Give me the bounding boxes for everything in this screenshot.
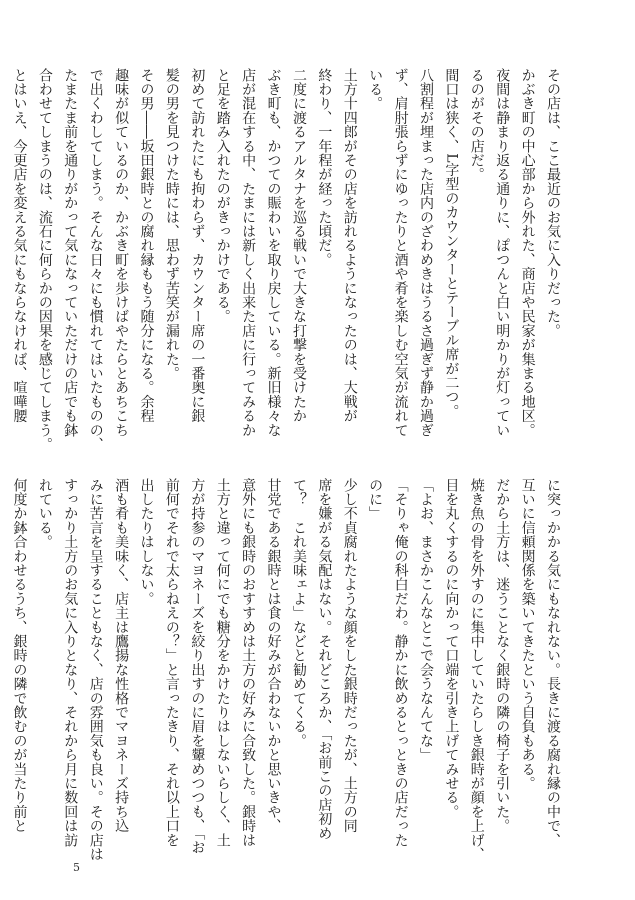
text-line: 少し不貞腐れたような顔をした銀時だったが、土方の同 [341, 478, 358, 833]
text-line: 甘党である銀時とは食の好みが合わないかと思いきや、 [265, 478, 282, 833]
text-line: 合わせてしまうのは、流石に何らかの因果を感じてしまう。 [36, 68, 53, 452]
text-line: みに苦言を呈することもなく、店の雰囲気も良い。その店は [87, 478, 104, 862]
text-line: 二度に渡るアルタナを巡る戦いで大きな打撃を受けたか [290, 68, 307, 423]
text-line: 夜間は静まり返る通りに、ぽつんと白い明かりが灯ってい [494, 68, 511, 438]
text-line: れている。 [36, 478, 53, 549]
text-line: いる。 [367, 68, 384, 111]
text-line: て？ これ美味ェよ」などと勧めてくる。 [290, 478, 307, 748]
text-line: 前何でそれで太らねえの？」と言ったきり、それ以上口を [163, 478, 180, 848]
text-block-bottom [11, 478, 565, 862]
text-block-top [11, 68, 565, 452]
text-line: ず、肩肘張らずにゆったりと酒や肴を楽しむ空気が流れて [392, 68, 409, 438]
text-line: 土方と違って何にでも糖分をかけたりはしないらしく、土 [214, 478, 231, 848]
text-line: 意外にも銀時のおすすめは土方の好みに合致した。銀時は [240, 478, 257, 848]
text-line: とはいえ、今更店を変える気にもならなければ、喧嘩腰 [11, 68, 28, 423]
text-line: 店が混在する中、たまには新しく出来た店に行ってみるか [240, 68, 257, 438]
text-line: 酒も肴も美味く、店主は鷹揚な性格でマヨネーズ持ち込 [113, 478, 130, 833]
text-line: かぶき町の中心部から外れた、商店や民家が集まる地区。 [519, 68, 536, 438]
text-line: 焼き魚の骨を外すのに集中していたらしき銀時が顔を上げ、 [468, 478, 485, 862]
text-line: 方が持参のマヨネーズを絞り出すのに眉を顰めつつも、「お [189, 478, 206, 855]
text-line: るのがその店だ。 [468, 68, 485, 182]
text-line: 間口は狭く、L字型のカウンターとテーブル席が二つ。 [443, 68, 460, 419]
page-number: 5 [73, 861, 80, 874]
text-line: 出したりはしない。 [138, 478, 155, 606]
text-line: 何度か鉢合わせるうち、銀時の隣で飲むのが当たり前と [11, 478, 28, 833]
text-line: 「よお、まさかこんなとこで会うなんてな」 [417, 478, 434, 762]
text-line: 八割程が埋まった店内のざわめきはうるさ過ぎず静か過ぎ [417, 68, 434, 438]
text-line: 趣味が似ているのか、かぶき町を歩けばやたらとあちこち [113, 68, 130, 438]
text-line: 「そりゃ俺の科白だわ。静かに飲めるとっときの店だった [392, 478, 409, 848]
text-line: で出くわしてしまう。そんな日々にも慣れてはいたものの、 [87, 68, 104, 452]
text-line: 目を丸くするのに向かって口端を引き上げてみせる。 [443, 478, 460, 819]
text-line: だから土方は、迷うことなく銀時の隣の椅子を引いた。 [494, 478, 511, 833]
text-line: 髪の男を見つけた時には、思わず苦笑が漏れた。 [163, 68, 180, 381]
text-line: その男――坂田銀時との腐れ縁ももう随分になる。余程 [138, 68, 155, 423]
text-line: 互いに信頼関係を築いてきたという自負もある。 [519, 478, 536, 791]
text-line: と足を踏み入れたのがきっかけである。 [214, 68, 231, 324]
text-line: ぶき町も、かつての賑わいを取り戻している。新旧様々な [265, 68, 282, 438]
text-line: 初めて訪れたにも拘わらず、カウンター席の一番奥に銀 [189, 68, 206, 423]
text-line: その店は、ここ最近のお気に入りだった。 [545, 68, 561, 338]
text-line: に突っかかる気にもなれない。長きに渡る腐れ縁の中で、 [545, 478, 561, 848]
text-line: 終わり、一年程が経った頃だ。 [316, 68, 333, 267]
text-line: すっかり土方のお気に入りとなり、それから月に数回は訪 [62, 478, 79, 848]
text-line: 土方十四郎がその店を訪れるようになったのは、大戦が [341, 68, 358, 423]
text-line: のに」 [367, 478, 384, 521]
text-line: たまたま前を通りがかって気になっていただけの店でも鉢 [62, 68, 79, 438]
text-line: 席を嫌がる気配はない。それどころか、「お前この店初め [316, 478, 333, 841]
